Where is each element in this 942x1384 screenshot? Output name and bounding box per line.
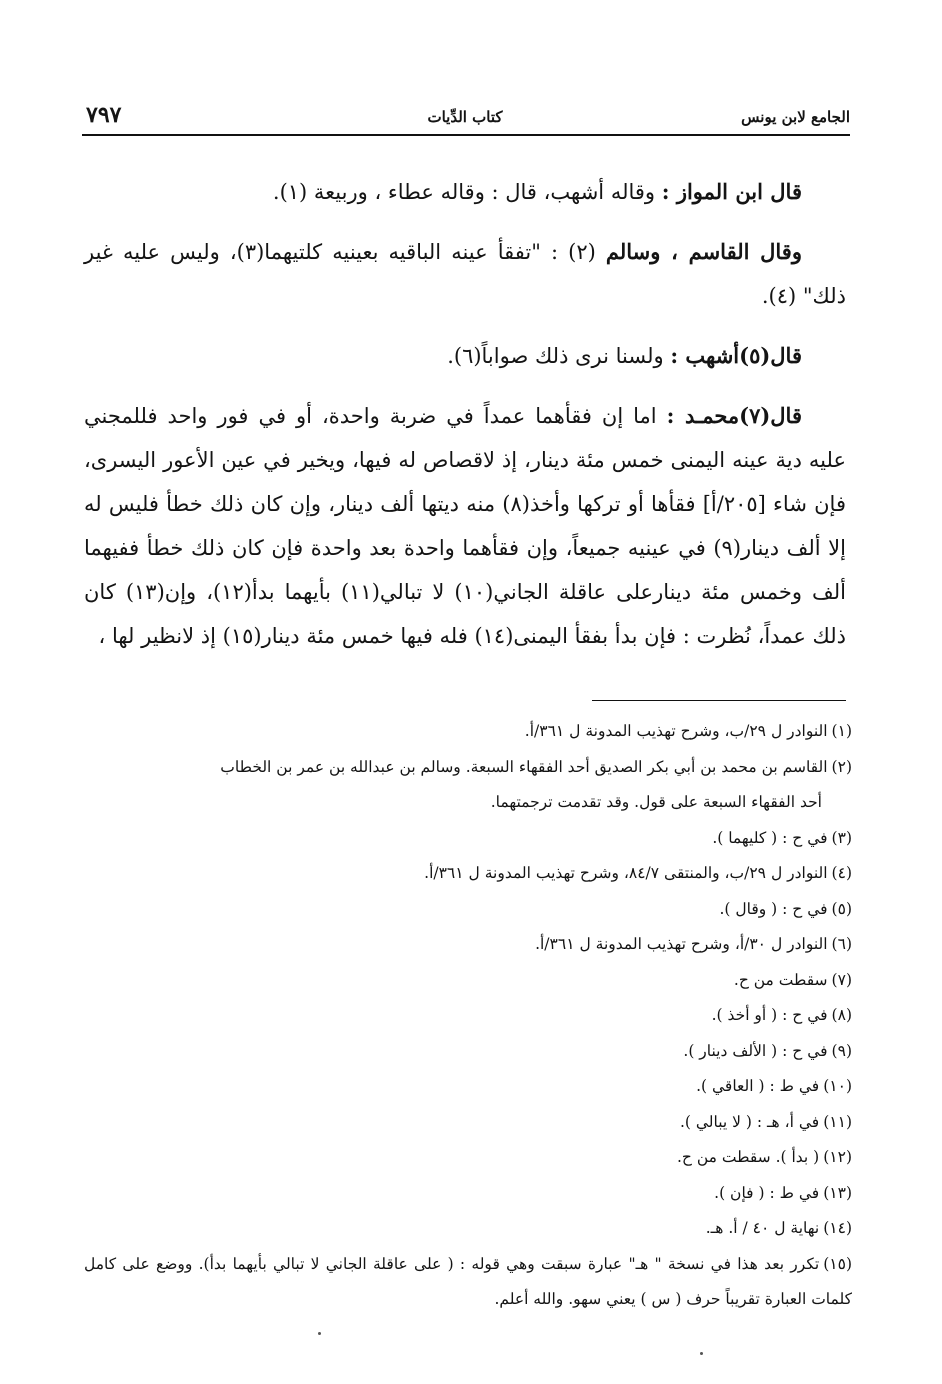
chapter-title: كتاب الدِّيات (427, 108, 503, 126)
footnote (84, 892, 852, 928)
footnote-number: (١٣) (823, 1183, 852, 1202)
main-text (84, 170, 846, 674)
paragraph-lead: قال(٥)أشهب : (670, 343, 802, 368)
footnote (84, 927, 852, 963)
footnote-number: (٨) (831, 1006, 852, 1024)
running-header (80, 104, 850, 134)
footnote-number: (٤) (831, 864, 852, 882)
footnote (84, 1247, 852, 1318)
paragraph-text: ولسنا نرى ذلك صواباً(٦). (447, 344, 664, 368)
footnote-number: (١١) (823, 1112, 852, 1131)
paragraph-text: اما إن فقأهما عمداً في ضربة واحدة، أو في فور واحد فللمجني عليه دية عينه اليمنى خمس مئة دينار، إذ لاقصاص له فيها، ويخير في عين الأعور اليسرى، فإن شاء [٢٠٥/أ] فقأها أو تركها وأخذ(٨) منه ديتها ألف دينار، وإن كان ذلك خطأ فليس له إلا ألف دينار(٩) في عينيه جميعاً، وإن فقأهما واحدة بعد واحدة فإن كان ذلك خطأ ففيهما ألف وخمس مئة دينارعلى عاقلة الجاني(١٠) لا تبالي(١١) بأيهما بدأ(١٢)، وإن(١٣) كان ذلك عمداً، نُظرت : فإن بدأ بفقأ اليمنى(١٤) فله فيها خمس مئة دينار(١٥) إذ لانظير لها ، (84, 404, 847, 648)
footnote-number: (٥) (831, 899, 852, 918)
footnote-number: (١) (831, 722, 852, 740)
paragraph-text: وقاله أشهب، قال : وقاله عطاء ، وربيعة (١). (272, 180, 656, 204)
footnote (84, 1211, 852, 1247)
paragraph-al-qasim (84, 230, 846, 318)
footnote-text: النوادر ل ٣٠/أ، وشرح تهذيب المدونة ل ٣٦١/أ. (535, 935, 828, 953)
footnote (84, 1034, 852, 1070)
paragraph-lead: قال(٧)محمـد : (666, 403, 802, 428)
footnote-text: في ح : ( كليهما ). (712, 828, 828, 847)
footnote-continuation: أحد الفقهاء السبعة على قول. وقد تقدمت ترجمتهما. (490, 793, 822, 811)
footnote-number: (٣) (831, 828, 852, 847)
footnote (84, 714, 852, 750)
footnote-text: القاسم بن محمد بن أبي بكر الصديق أحد الفقهاء السبعة. وسالم بن عبدالله بن عمر بن الخطاب (220, 757, 828, 776)
footnote (84, 750, 852, 821)
footnote (84, 1069, 852, 1105)
footnote-number: (١٠) (823, 1077, 852, 1095)
footnotes-list (84, 714, 852, 1318)
footnote-text: في ح : ( وقال ). (719, 899, 828, 918)
footnote (84, 1105, 852, 1141)
footnote-number: (١٢) (823, 1148, 852, 1166)
paragraph-ibn-al-mawaz (84, 170, 846, 214)
footnote-number: (٢) (831, 757, 852, 776)
scan-speck (700, 1352, 703, 1355)
footnote-text: في أ، هـ : ( لا يبالي ). (679, 1112, 820, 1131)
footnote (84, 856, 852, 892)
footnote-text: تكرر بعد هذا في نسخة " هـ" عبارة سبقت وهي قوله : ( على عاقلة الجاني لا تبالي بأيهما بدأ). ووضع على كامل كلمات العبارة تقريباً حرف ( س ) يعني سهو. والله أعلم. (84, 1254, 852, 1308)
footnote (84, 998, 852, 1034)
footnote-text: ( بدأ ). سقطت من ح. (677, 1148, 820, 1166)
paragraph-ashhab (84, 334, 846, 378)
footnote-text: في ط : ( فإن ). (714, 1183, 820, 1202)
paragraph-text: (٢) : "تفقأ عينه الباقيه بعينيه كلتيهما(٣)، وليس عليه غير ذلك" (٤). (84, 240, 846, 308)
footnote-text: نهاية ل ٤٠ / أ. هـ. (705, 1219, 820, 1237)
footnote-number: (١٤) (823, 1219, 852, 1237)
footnote-separator (592, 700, 846, 701)
footnote-text: في ح : ( أو أخذ ). (711, 1006, 828, 1024)
footnote (84, 963, 852, 999)
footnote-number: (٩) (831, 1041, 852, 1060)
footnote-number: (٦) (831, 935, 852, 953)
footnote (84, 821, 852, 857)
footnote-text: النوادر ل ٢٩/ب، وشرح تهذيب المدونة ل ٣٦١/أ. (524, 722, 828, 740)
paragraph-lead: وقال القاسم ، وسالم (605, 239, 802, 264)
page-number: ٧٩٧ (86, 102, 122, 128)
header-rule (82, 134, 850, 136)
paragraph-muhammad (84, 394, 846, 658)
footnote-number: (٧) (831, 970, 852, 989)
footnote-number: (١٥) (823, 1254, 852, 1273)
footnote-text: في ط : ( العاقي ). (696, 1077, 820, 1095)
footnote (84, 1140, 852, 1176)
paragraph-lead: قال ابن المواز : (661, 179, 802, 204)
footnote (84, 1176, 852, 1212)
footnote-text: سقطت من ح. (733, 970, 828, 989)
book-title: الجامع لابن يونس (741, 108, 850, 126)
scan-speck (318, 1332, 321, 1335)
footnote-text: النوادر ل ٢٩/ب، والمنتقى ٨٤/٧، وشرح تهذيب المدونة ل ٣٦١/أ. (424, 864, 828, 882)
footnote-text: في ح : ( الألف دينار ). (683, 1041, 828, 1060)
